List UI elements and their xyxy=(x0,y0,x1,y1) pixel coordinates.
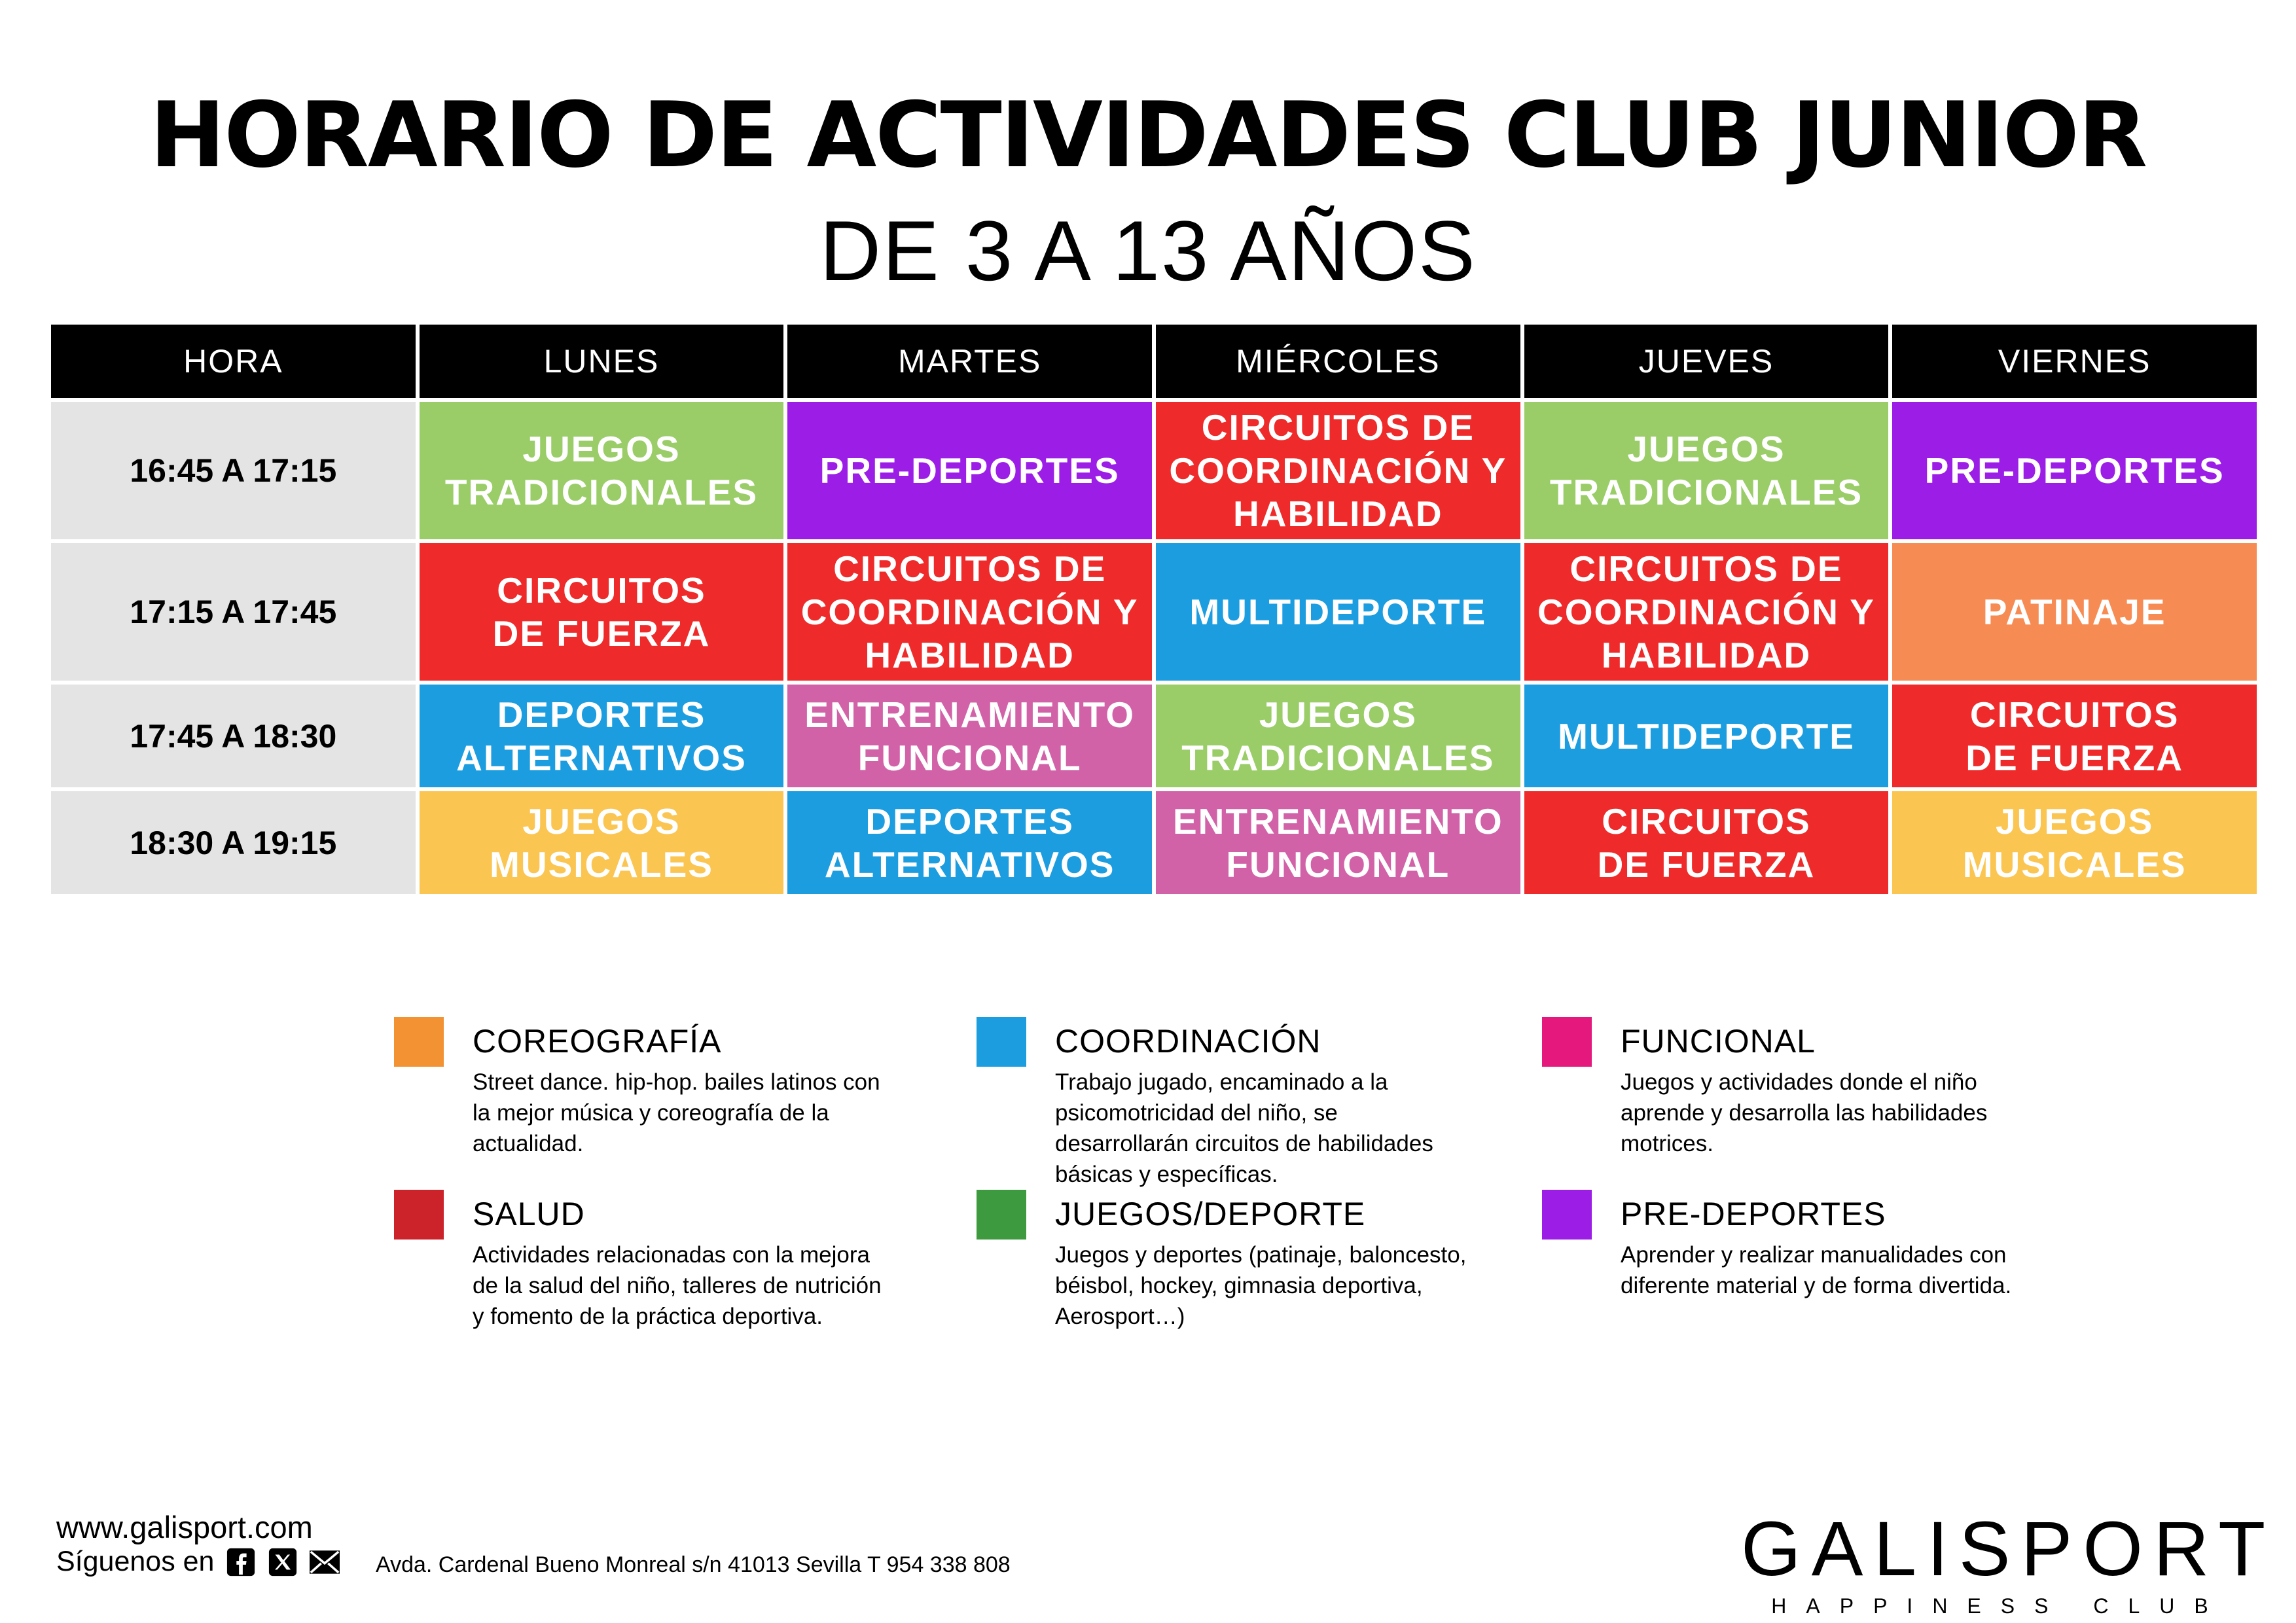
legend-swatch xyxy=(1542,1017,1592,1067)
legend-title: COREOGRAFÍA xyxy=(473,1023,722,1060)
legend-description: Street dance. hip-hop. bailes latinos con la mejor música y coreografía de la actualidad. xyxy=(473,1069,880,1156)
legend-title: PRE-DEPORTES xyxy=(1621,1196,1886,1232)
header-jueves: JUEVES xyxy=(1524,325,1889,398)
activity-cell: DEPORTES ALTERNATIVOS xyxy=(787,791,1152,894)
header-miercoles: MIÉRCOLES xyxy=(1156,325,1520,398)
activity-cell: CIRCUITOS DE COORDINACIÓN Y HABILIDAD xyxy=(787,543,1152,681)
activity-cell: JUEGOS MUSICALES xyxy=(420,791,784,894)
legend-description: Actividades relacionadas con la mejora de la salud del niño, talleres de nutrición y fomento de la práctica deportiva. xyxy=(473,1242,882,1329)
activity-cell: MULTIDEPORTE xyxy=(1156,543,1520,681)
activity-cell: PRE-DEPORTES xyxy=(787,402,1152,539)
hour-cell: 18:30 A 19:15 xyxy=(51,791,416,894)
legend-description: Juegos y deportes (patinaje, baloncesto, béisbol, hockey, gimnasia deportiva, Aerosport…) xyxy=(1055,1242,1467,1329)
legend-title: JUEGOS/DEPORTE xyxy=(1055,1196,1366,1232)
website-link[interactable]: www.galisport.com xyxy=(56,1510,313,1544)
legend-title: COORDINACIÓN xyxy=(1055,1023,1321,1060)
header-martes: MARTES xyxy=(787,325,1152,398)
x-icon[interactable] xyxy=(268,1547,298,1577)
activity-cell: JUEGOS TRADICIONALES xyxy=(1524,402,1889,539)
page-subtitle: DE 3 A 13 AÑOS xyxy=(819,203,1477,298)
activity-cell: CIRCUITOS DE FUERZA xyxy=(1524,791,1889,894)
legend-description: Juegos y actividades donde el niño aprende y desarrolla las habilidades motrices. xyxy=(1621,1069,1988,1156)
brand-name: GALISPORT xyxy=(1741,1506,2276,1592)
activity-cell: JUEGOS MUSICALES xyxy=(1892,791,2257,894)
legend-description: Trabajo jugado, encaminado a la psicomotricidad del niño, se desarrollarán circuitos de habilidades básicas y específicas. xyxy=(1055,1069,1433,1187)
legend-title: FUNCIONAL xyxy=(1621,1023,1816,1060)
header-hora: HORA xyxy=(51,325,416,398)
schedule-table xyxy=(51,325,2257,889)
legend-title: SALUD xyxy=(473,1196,585,1232)
activity-cell: ENTRENAMIENTO FUNCIONAL xyxy=(787,685,1152,787)
activity-cell: MULTIDEPORTE xyxy=(1524,685,1889,787)
facebook-icon[interactable] xyxy=(226,1547,256,1577)
activity-cell: JUEGOS TRADICIONALES xyxy=(1156,685,1520,787)
legend-swatch xyxy=(1542,1190,1592,1240)
activity-cell: CIRCUITOS DE COORDINACIÓN Y HABILIDAD xyxy=(1156,402,1520,539)
activity-cell: PATINAJE xyxy=(1892,543,2257,681)
activity-cell: JUEGOS TRADICIONALES xyxy=(420,402,784,539)
activity-cell: ENTRENAMIENTO FUNCIONAL xyxy=(1156,791,1520,894)
header-viernes: VIERNES xyxy=(1892,325,2257,398)
brand-tagline: HAPPINESS CLUB xyxy=(1771,1594,2228,1618)
activity-cell: CIRCUITOS DE FUERZA xyxy=(420,543,784,681)
legend-swatch xyxy=(977,1190,1026,1240)
activity-cell: DEPORTES ALTERNATIVOS xyxy=(420,685,784,787)
activity-cell: CIRCUITOS DE COORDINACIÓN Y HABILIDAD xyxy=(1524,543,1889,681)
activity-cell: CIRCUITOS DE FUERZA xyxy=(1892,685,2257,787)
follow-label: Síguenos en xyxy=(56,1546,215,1577)
page-title: HORARIO DE ACTIVIDADES CLUB JUNIOR xyxy=(149,82,2147,188)
address-text: Avda. Cardenal Bueno Monreal s/n 41013 Sevilla T 954 338 808 xyxy=(376,1552,1011,1577)
mail-icon[interactable] xyxy=(310,1547,340,1577)
legend-swatch xyxy=(977,1017,1026,1067)
brand-logo xyxy=(1741,1506,2276,1618)
activity-cell: PRE-DEPORTES xyxy=(1892,402,2257,539)
social-follow xyxy=(56,1546,340,1578)
legend-description: Aprender y realizar manualidades con diferente material y de forma divertida. xyxy=(1621,1242,2012,1298)
legend-swatch xyxy=(394,1190,444,1240)
legend-swatch xyxy=(394,1017,444,1067)
hour-cell: 17:15 A 17:45 xyxy=(51,543,416,681)
hour-cell: 17:45 A 18:30 xyxy=(51,685,416,787)
hour-cell: 16:45 A 17:15 xyxy=(51,402,416,539)
header-lunes: LUNES xyxy=(420,325,784,398)
